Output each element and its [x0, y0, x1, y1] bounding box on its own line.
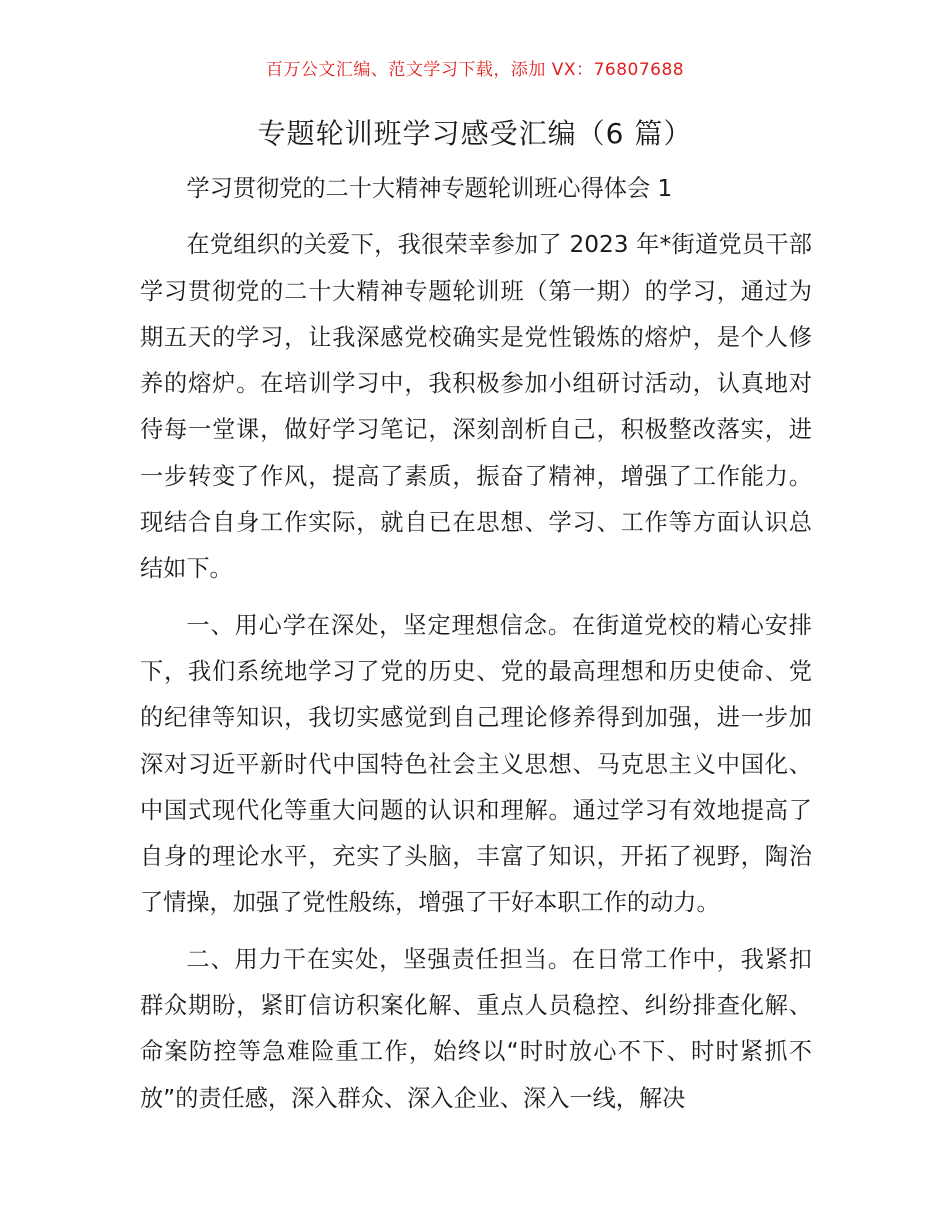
document-body [140, 166, 812, 1122]
section-subtitle: 学习贯彻党的二十大精神专题轮训班心得体会 1 [186, 175, 673, 202]
document-title: 专题轮训班学习感受汇编（6 篇） [257, 117, 693, 150]
paragraph-section-1: 一、用心学在深处，坚定理想信念。在街道党校的精心安排下，我们系统地学习了党的历史、党的最高理想和历史使命、党的纪律等知识，我切实感觉到自己理论修养得到加强，进一步加深对习近平新时代中国特色社会主义思想、马克思主义中国化、中国式现代化等重大问题的认识和理解。通过学习有效地提高了自身的理论水平，充实了头脑，丰富了知识，开拓了视野，陶治了情操，加强了党性般练，增强了干好本职工作的动力。 [140, 611, 812, 917]
paragraph-intro: 在党组织的关爱下，我很荣幸参加了 2023 年*街道党员干部学习贯彻党的二十大精神专题轮训班（第一期）的学习，通过为期五天的学习，让我深感党校确实是党性锻炼的熔炉，是个人修养的熔炉。在培训学习中，我积极参加小组研讨活动，认真地对待每一堂课，做好学习笔记，深刻剖析自己，积极整改落实，进一步转变了作风，提高了素质，振奋了精神，增强了工作能力。现结合自身工作实际，就自已在思想、学习、工作等方面认识总结如下。 [140, 231, 812, 583]
watermark-header: 百万公文汇编、范文学习下载，添加 VX：76807688 [265, 60, 685, 80]
paragraph-section-2: 二、用力干在实处，坚强责任担当。在日常工作中，我紧扣群众期盼，紧盯信访积案化解、重点人员稳控、纠纷排查化解、命案防控等急难险重工作，始终以“时时放心不下、时时紧抓不放”的责任感，深入群众、深入企业、深入一线，解决 [140, 945, 812, 1112]
